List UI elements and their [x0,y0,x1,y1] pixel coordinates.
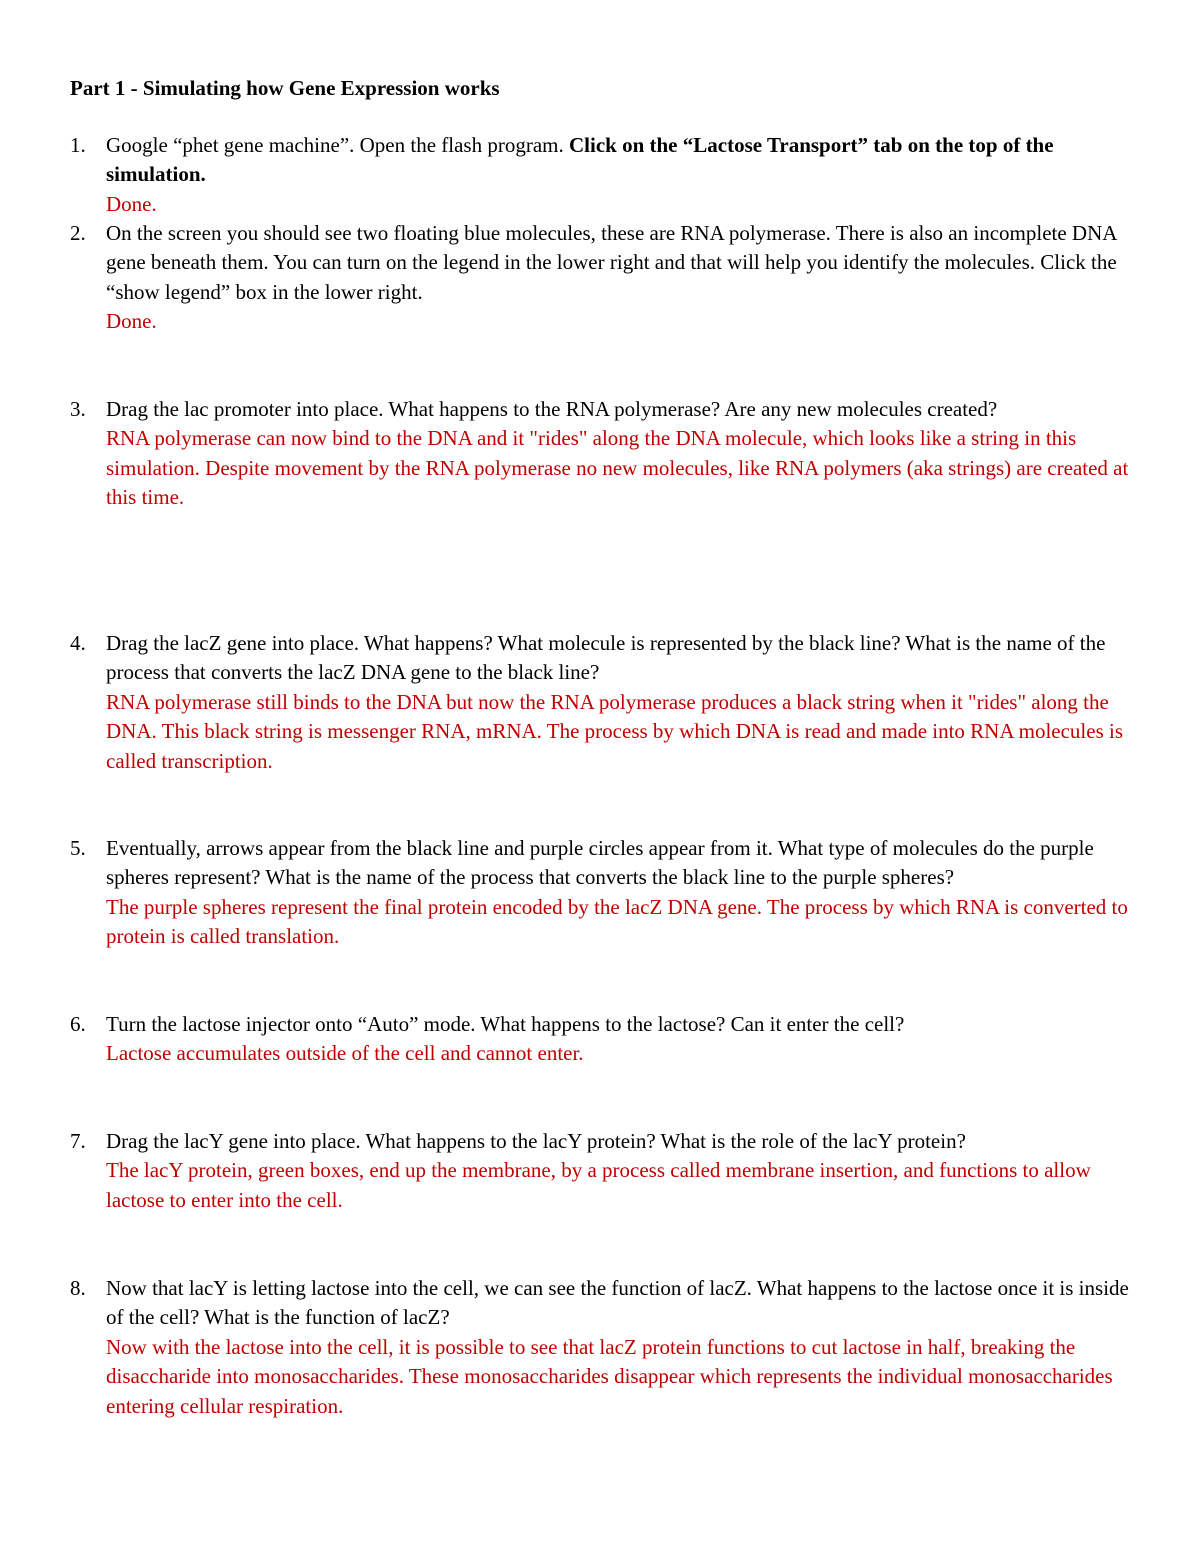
answer-text: The lacY protein, green boxes, end up the membrane, by a process called membrane insertion, and functions to allow lactose to enter into the cell. [106,1158,1091,1212]
answer-text: Now with the lactose into the cell, it is possible to see that lacZ protein functions to cut lactose in half, breaking the disaccharide into monosaccharides. These monosaccharides disappear which represents the individual monosaccharides entering cellular respiration. [106,1334,1113,1418]
question-item-4 [70,629,1140,776]
question-item-3 [70,395,1140,513]
question-item-1 [70,131,1140,219]
question-text: Now that lacY is letting lactose into the cell, we can see the function of lacZ. What happens to the lactose once it is inside of the cell? What is the function of lacZ? [106,1276,1129,1330]
answer-text: RNA polymerase can now bind to the DNA and it "rides" along the DNA molecule, which looks like a string in this simulation. Despite movement by the RNA polymerase no new molecules, like RNA polymers (aka strings) are created at this time. [106,426,1129,510]
question-item-5 [70,834,1140,952]
question-text: Eventually, arrows appear from the black line and purple circles appear from it. What type of molecules do the purple spheres represent? What is the name of the process that converts the black line to the purple spheres? [106,836,1094,890]
question-text: Drag the lac promoter into place. What happens to the RNA polymerase? Are any new molecules created? [106,397,998,421]
item-body [106,219,1140,337]
question-item-2 [70,219,1140,337]
answer-text: The purple spheres represent the final protein encoded by the lacZ DNA gene. The process by which RNA is converted to protein is called translation. [106,894,1128,949]
item-number: 4. [70,631,86,655]
answer-text: Lactose accumulates outside of the cell and cannot enter. [106,1041,584,1066]
answer-text: RNA polymerase still binds to the DNA but now the RNA polymerase produces a black string when it "rides" along the DNA. This black string is messenger RNA, mRNA. The process by which DNA is read and made into RNA molecules is called transcription. [106,689,1124,773]
item-body [106,1127,1140,1215]
question-text: Drag the lacY gene into place. What happens to the lacY protein? What is the role of the lacY protein? [106,1129,966,1153]
question-text: On the screen you should see two floating blue molecules, these are RNA polymerase. There is also an incomplete DNA gene beneath them. You can turn on the legend in the lower right and that will help you identify the molecules. Click the “show legend” box in the lower right. [106,221,1117,304]
item-number: 1. [70,133,86,157]
page-title: Part 1 - Simulating how Gene Expression works [70,76,500,100]
question-text: Drag the lacZ gene into place. What happens? What molecule is represented by the black line? What is the name of the process that converts the lacZ DNA gene to the black line? [106,631,1106,685]
question-text: Turn the lactose injector onto “Auto” mode. What happens to the lactose? Can it enter the cell? [106,1012,905,1036]
question-item-8 [70,1274,1140,1421]
item-body [106,834,1140,952]
item-number: 8. [70,1276,86,1300]
item-body [106,1274,1140,1421]
question-text [106,131,1140,190]
question-item-7 [70,1127,1140,1215]
item-body [106,395,1140,513]
question-text-bold: Click on the “Lactose Transport” tab on the top of the simulation. [106,133,1054,187]
item-number: 7. [70,1129,86,1153]
item-body [106,131,1140,219]
question-item-6 [70,1010,1140,1069]
item-number: 2. [70,221,86,245]
item-number: 5. [70,836,86,860]
answer-text: Done. [106,191,157,216]
item-body [106,629,1140,776]
item-number: 3. [70,397,86,421]
question-text-plain: Google “phet gene machine”. Open the flash program. [106,133,569,157]
item-body [106,1010,1140,1069]
item-number: 6. [70,1012,86,1036]
answer-text: Done. [106,309,157,334]
